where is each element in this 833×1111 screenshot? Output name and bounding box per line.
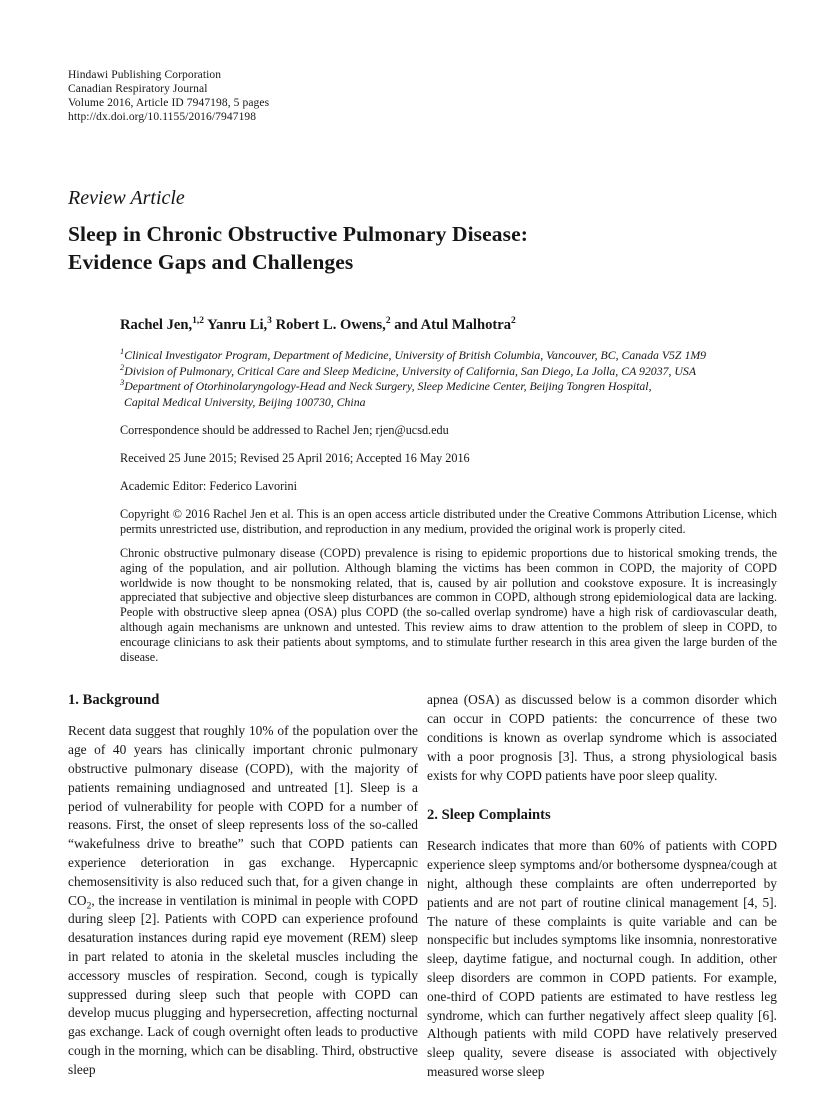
affiliation-text: Division of Pulmonary, Critical Care and Sleep Medicine, University of California, San Diego, La Jolla, CA 92037, USA (124, 363, 697, 378)
affiliation-marker: 2 (120, 361, 125, 372)
publisher-name: Hindawi Publishing Corporation (68, 69, 222, 81)
author-affil-marker: 3 (267, 316, 272, 327)
article-meta (120, 316, 777, 664)
journal-name: Canadian Respiratory Journal (68, 83, 208, 95)
sleep-complaints-paragraph: Research indicates that more than 60% of patients with COPD experience sleep symptoms and/or bothersome dyspnea/cough at night, although these complaints are often underreported by patients and are not part of routine clinical management [4, 5]. The nature of these complaints is quite variable and can be nonspecific but includes symptoms like insomnia, nonrestorative sleep, daytime fatigue, and nocturnal cough. In addition, other sleep disorders are common in COPD patients. For example, one-third of COPD patients are estimated to have restless leg syndrome, which can further negatively affect sleep quality [6]. Although patients with mild COPD have relatively preserved sleep quality, severe disease is associated with objectively measured worse sleep (427, 838, 777, 1079)
background-paragraph (68, 722, 418, 1079)
left-column (68, 691, 418, 1081)
affiliation-line (120, 348, 777, 364)
abstract-text: Chronic obstructive pulmonary disease (COPD) prevalence is rising to epidemic proportions due to historical smoking trends, the aging of the population, and air pollution. Although blaming the victims has been common in COPD, the majority of COPD worldwide is now thought to be nonsmoking related, that is, caused by air pollution and cookstove exposure. It is increasingly appreciated that subjective and objective sleep disturbances are common in COPD, although strong epidemiological data are lacking. People with obstructive sleep apnea (OSA) plus COPD (the so-called overlap syndrome) have a high risk of cardiovascular death, although again mechanisms are unknown and untested. This review aims to draw attention to the problem of sleep in COPD, to encourage clinicians to ask their patients about symptoms, and to stimulate further research in this area given the large burden of the disease. (120, 545, 777, 664)
author-name: and Atul Malhotra (394, 317, 511, 333)
background-text-b: , the increase in ventilation is minimal in people with COPD during sleep [2]. Patients with COPD can experience profound desaturation instances during rapid eye movement (REM) sleep in part related to atonia in the skeletal muscles including the accessory muscles of respiration. Second, cough is typically suppressed during sleep such that people with COPD can develop mucus plugging and hypersecretion, affecting nocturnal gas exchange. Lack of cough overnight often leads to productive cough in the morning, which can be disabling. Third, obstructive sleep (68, 892, 418, 1077)
affiliation-marker: 1 (120, 346, 125, 357)
author-affil-marker: 1,2 (192, 316, 205, 327)
right-column (427, 691, 777, 1081)
author-affil-marker: 2 (511, 316, 516, 327)
author-name: Yanru Li, (207, 317, 268, 333)
article-title (68, 220, 777, 276)
publisher-header (68, 68, 777, 124)
title-line-1: Sleep in Chronic Obstructive Pulmonary Disease: (68, 222, 528, 246)
section-heading-sleep-complaints: 2. Sleep Complaints (427, 807, 551, 824)
affiliation-line (120, 379, 777, 410)
correspondence-line: Correspondence should be addressed to Rachel Jen; rjen@ucsd.edu (120, 423, 449, 438)
affiliation-text: Clinical Investigator Program, Department of Medicine, University of British Columbia, Vancouver, BC, Canada V5Z 1M9 (124, 348, 707, 362)
affiliation-text: Department of Otorhinolaryngology-Head and Neck Surgery, Sleep Medicine Center, Beijing Tongren Hospital, (124, 379, 652, 394)
academic-editor-line: Academic Editor: Federico Lavorini (120, 479, 297, 494)
body-columns (68, 691, 777, 1081)
co2-subscript: 2 (86, 901, 92, 912)
article-type-label: Review Article (68, 187, 185, 209)
background-text-a: Recent data suggest that roughly 10% of the population over the age of 40 years has clinically important chronic pulmonary obstructive pulmonary disease (COPD), with the majority of patients remaining undiagnosed and untreated [1]. Sleep is a period of vulnerability for people with COPD for a number of reasons. First, the onset of sleep represents loss of the so-called “wakefulness drive to breathe” such that COPD patients can experience deterioration in gas exchange. Hypercapnic chemosensitivity is also reduced such that, for a given change in CO (68, 723, 418, 908)
affiliations (120, 348, 777, 410)
author-affil-marker: 2 (385, 316, 391, 327)
background-paragraph-continued: apnea (OSA) as discussed below is a common disorder which can occur in COPD patients: the concurrence of these two conditions is known as overlap syndrome which is associated with a poor prognosis [3]. Thus, a strong physiological basis exists for why COPD patients have poor sleep quality. (427, 692, 777, 783)
affiliation-line (120, 361, 777, 380)
author-line (120, 316, 777, 334)
copyright-notice: Copyright © 2016 Rachel Jen et al. This is an open access article distributed under the Creative Commons Attribution License, which permits unrestricted use, distribution, and reproduction in any medium, provided the original work is properly cited. (120, 507, 777, 537)
history-dates-line: Received 25 June 2015; Revised 25 April 2016; Accepted 16 May 2016 (120, 451, 470, 466)
author-name: Rachel Jen, (120, 317, 193, 333)
author-name: Robert L. Owens, (275, 317, 386, 333)
section-heading-background: 1. Background (68, 692, 160, 709)
doi-link[interactable]: http://dx.doi.org/10.1155/2016/7947198 (68, 111, 257, 123)
title-line-2: Evidence Gaps and Challenges (68, 250, 354, 274)
affiliation-text-continued: Capital Medical University, Beijing 100730, China (124, 394, 366, 409)
affiliation-marker: 3 (120, 377, 125, 388)
volume-info: Volume 2016, Article ID 7947198, 5 pages (68, 97, 270, 109)
